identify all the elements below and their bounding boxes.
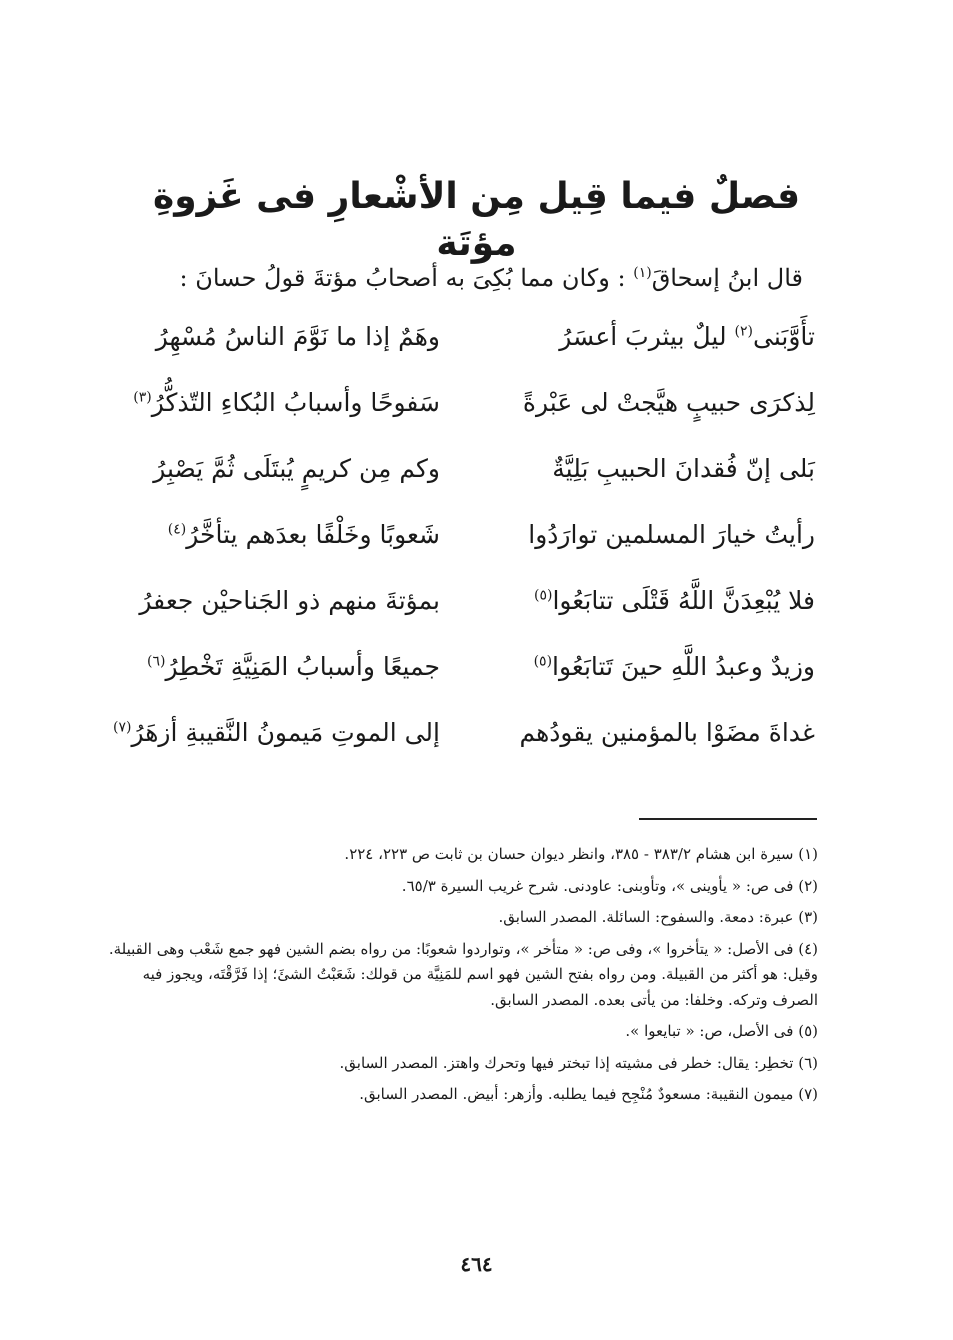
verse-second-hemistich: وكم مِن كريمٍ يُبتَلَى ثُمَّ يَصْبِرُ: [153, 454, 440, 483]
chapter-title: فصلٌ فيما قِيل مِن الأشْعارِ فى غَزوةِ مؤتَة: [152, 176, 801, 264]
footnote-ref: (٧): [112, 719, 132, 736]
verse-line: [110, 582, 815, 648]
intro-text-end: : وكان مما بُكِىَ به أصحابُ مؤتةَ قولُ حسانَ :: [179, 264, 634, 292]
footnote: (٧) ميمون النقيبة: مسعودٌ مُنْجِح فيما يطلبه. وأزهر: أبيض. المصدر السابق.: [359, 1085, 818, 1103]
poem: [110, 318, 815, 780]
verse-line: [110, 318, 815, 384]
intro-text-start: قال ابنُ إسحاقَ: [651, 264, 803, 292]
footnote: (٢) فى ص: « يأوينى »، وتأوبنى: عاودنى. شرح غريب السيرة ٦٥/٣.: [401, 876, 818, 895]
footnotes: [100, 842, 818, 1114]
verse-line: [110, 648, 815, 714]
verse-second-hemistich: جميعًا وأسبابُ المَنِيَّةِ تَخْطِرُ$^{(٦)}$: [146, 652, 440, 681]
footnote-ref: (٣): [133, 389, 152, 406]
verse-first-hemistich: وزيدٌ وعبدُ اللَّهِ حينَ تَتابَعُوا$^{(٥)}$: [533, 652, 815, 681]
footnote: (٤) فى الأصل: « يتأخروا »، وفى ص: « متأخر »، وتواردوا شعوبًا: من رواه بضم الشين فهو جمع شَعْب وهى القبيلة. وقيل: هو أكثر من القبيلة. ومن رواه بفتح الشين فهو اسم للمَنِيَّة من قولك: شَعَبْتُ الشئَ؛ إذا فَرَّقْتَه، ويجوز فيه الصرف وتركه. وخلفا: من يأتى بعده. المصدر السابق.: [108, 939, 818, 1009]
verse-second-hemistich: بمؤتةَ منهم ذو الجَناحيْن جعفرُ: [139, 586, 440, 615]
page-number: ٤٦٤: [460, 1252, 493, 1276]
verse-first-hemistich: لِذكرَى حبيبٍ هيَّجتْ لى عَبْرةً: [522, 388, 815, 417]
footnote: (٣) عبرة: دمعة. والسفوح: السائلة. المصدر السابق.: [498, 908, 818, 926]
verse-line: [110, 384, 815, 450]
footnote-ref: (٢): [734, 323, 753, 340]
footnote-ref: (٥): [533, 587, 553, 604]
verse-first-hemistich: بَلى إنّ فُقدانَ الحبيبِ بَلِيَّةٌ: [552, 454, 815, 483]
verse-first-hemistich: رأيتُ خيارَ المسلمين توارَدُوا: [528, 520, 815, 549]
verse-first-hemistich: فلا يُبْعِدَنَّ اللَّهُ قَتْلَى تتابَعُوا$^{(٥)}$: [533, 586, 815, 615]
footnote: (١) سيرة ابن هشام ٣٨٣/٢ - ٣٨٥، وانظر ديوان حسان بن ثابت ص ٢٢٣، ٢٢٤.: [344, 845, 818, 863]
footnote-divider: [639, 818, 817, 820]
footnote-ref: (١): [633, 265, 652, 281]
intro-paragraph: [150, 262, 803, 296]
verse-second-hemistich: وهَمٌ إذا ما نَوَّمَ الناسُ مُسْهِرُ: [155, 322, 440, 351]
verse-second-hemistich: شَعوبًا وخَلْفًا بعدَهم يتأخَّرُ$^{(٤)}$: [167, 520, 440, 549]
footnote: (٦) تخطِر: يقال: خطر فى مشيته إذا تبختر فيها وتحرك واهتز. المصدر السابق.: [339, 1053, 818, 1072]
footnote-ref: (٦): [146, 653, 166, 670]
verse-first-hemistich: تأَوَّبَنى$^{(٢)}$ ليلٌ بيثربَ أعسَرُ: [559, 322, 815, 351]
verse-line: [110, 714, 815, 780]
footnote-ref: (٤): [167, 521, 187, 538]
verse-second-hemistich: إلى الموتِ مَيمونُ النَّقيبةِ أزهَرُ$^{(٧)}$: [112, 718, 440, 747]
verse-first-hemistich: غداةَ مضَوْا بالمؤمنين يقودُهم: [519, 718, 815, 747]
verse-line: [110, 450, 815, 516]
verse-line: [110, 516, 815, 582]
verse-second-hemistich: سَفوحًا وأسبابُ البُكاءِ التّذكُّرُ$^{(٣)}$: [133, 388, 440, 417]
footnote-ref: (٥): [533, 653, 553, 670]
footnote: (٥) فى الأصل، ص: « تبايعوا ».: [625, 1022, 818, 1040]
